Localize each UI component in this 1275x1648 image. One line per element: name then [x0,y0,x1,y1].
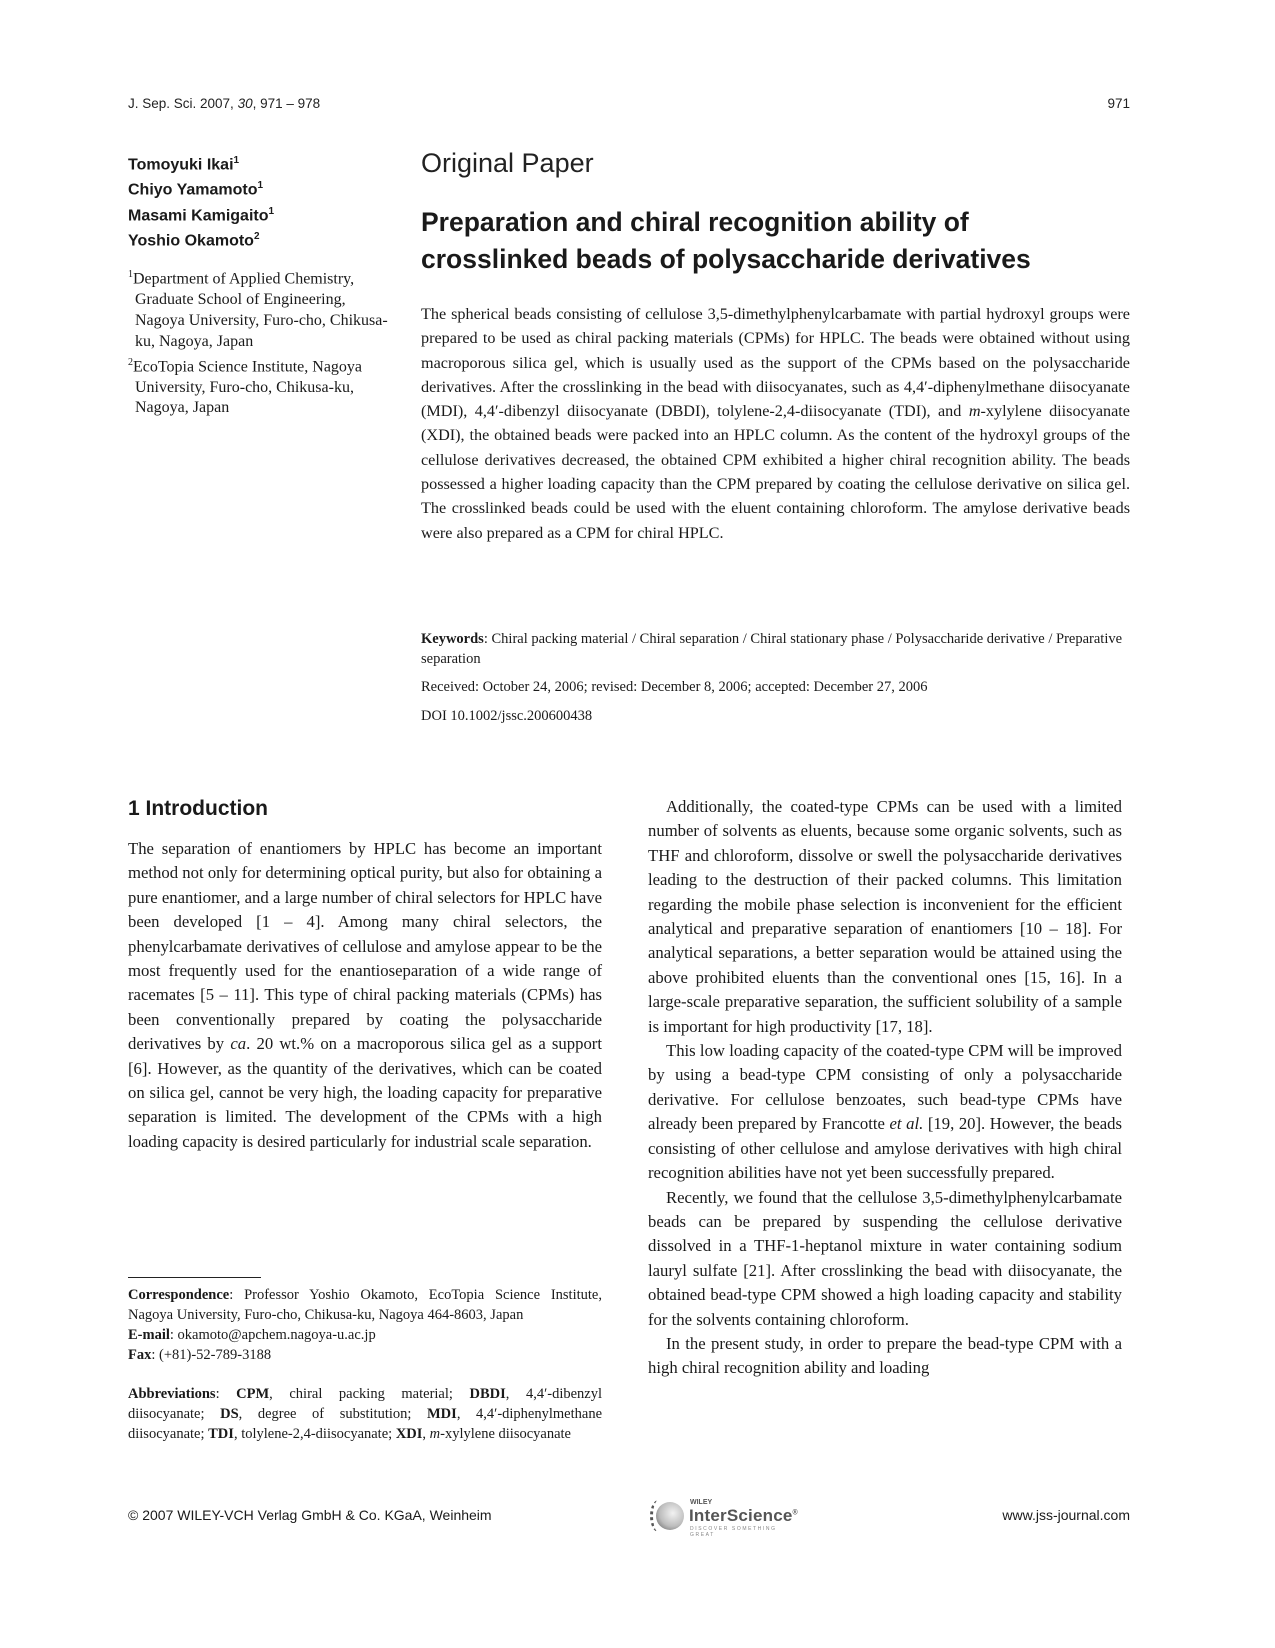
globe-icon [656,1502,684,1530]
paragraph: The separation of enantiomers by HPLC has become an important method not only for determining optical purity, but also for obtaining a pure enantiomer, and a large number of chiral selectors for HPLC have been developed [1 – 4]. Among many chiral selectors, the phenylcarbamate derivatives of cellulose and amylose appear to be the most frequently used for the enantioseparation of a wide range of racemates [5 – 11]. This type of chiral packing materials (CPMs) has been conventionally prepared by coating the polysaccharide derivatives by ca. 20 wt.% on a macroporous silica gel as a support [6]. However, as the quantity of the derivatives, which can be coated on silica gel, cannot be very high, the loading capacity for preparative separation is limited. The development of the CPMs with a high loading capacity is desired particularly for industrial scale separation. [128,839,602,1151]
paragraph: Additionally, the coated-type CPMs can be used with a limited number of solvents as eluents, because some organic solvents, such as THF and chloroform, dissolve or swell the polysaccharide derivatives leading to the destruction of their packed columns. This limitation regarding the mobile phase selection is inconvenient for the efficient analytical and preparative separation of enantiomers [10 – 18]. For analytical separations, a better separation would be attained using the above prohibited eluents than the conventional ones [15, 16]. In a large-scale preparative separation, the sufficient solubility of a sample is important for high productivity [17, 18]. [648,797,1122,1036]
body-column-right [648,795,1122,1381]
page-number: 971 [1107,96,1130,111]
received-dates: Received: October 24, 2006; revised: December 8, 2006; accepted: December 27, 2006 [421,679,928,695]
affiliations [128,265,390,419]
fax: Fax: (+81)-52-789-3188 [128,1347,272,1363]
affiliation: $^2$EcoTopia Science Institute, Nagoya University, Furo-cho, Chikusa-ku, Nagoya, Japan [128,356,363,417]
author: Tomoyuki Ikai$^1$ [128,155,240,174]
doi[interactable]: DOI 10.1002/jssc.200600438 [421,708,593,724]
running-head [128,96,1130,111]
correspondence: Correspondence: Professor Yoshio Okamoto, EcoTopia Science Institute, Nagoya University, Furo-cho, Chikusa-ku, Nagoya 464-8603, Japan [128,1287,602,1323]
paragraph: This low loading capacity of the coated-type CPM will be improved by using a bead-type CPM consisting of only a polysaccharide derivative. For cellulose benzoates, such bead-type CPMs have already been prepared by Francotte et al. [19, 20]. However, the beads consisting of other cellulose and amylose derivatives with high chiral recognition abilities have not yet been successfully prepared. [648,1041,1122,1183]
author: Yoshio Okamoto$^2$ [128,230,260,250]
affiliation: $^1$Department of Applied Chemistry, Graduate School of Engineering, Nagoya University, Furo-cho, Chikusa-ku, Nagoya, Japan [128,269,388,350]
body-column-left [128,837,602,1154]
author: Chiyo Yamamoto$^1$ [128,180,264,199]
copyright: © 2007 WILEY-VCH Verlag GmbH & Co. KGaA, Weinheim [128,1507,492,1523]
author-list [128,150,388,251]
abbreviations: Abbreviations: CPM, chiral packing material; DBDI, 4,4′-dibenzyl diisocyanate; DS, degree of substitution; MDI, 4,4′-diphenylmethane diisocyanate; TDI, tolylene-2,4-diisocyanate; XDI, m-xylylene diisocyanate [128,1386,602,1442]
journal-url[interactable]: www.jss-journal.com [1002,1507,1130,1523]
article-type: Original Paper [421,148,594,178]
journal-citation: J. Sep. Sci. 2007, 30, 971 – 978 [128,96,321,111]
footnotes [128,1285,602,1444]
author: Masami Kamigaito$^1$ [128,205,275,224]
footnote-divider [128,1277,261,1278]
paper-title: Preparation and chiral recognition ability of crosslinked beads of polysaccharide derivatives [421,207,1031,274]
paragraph: In the present study, in order to prepare the bead-type CPM with a high chiral recognition ability and loading [648,1333,1122,1378]
keywords: Keywords: Chiral packing material / Chiral separation / Chiral stationary phase / Polysaccharide derivative / Preparative separation [421,631,1123,667]
abstract: The spherical beads consisting of cellulose 3,5-dimethylphenylcarbamate with partial hydroxyl groups were prepared to be used as chiral packing materials (CPMs) for HPLC. The beads were obtained without using macroporous silica gel, which is usually used as the support of the CPMs based on the polysaccharide derivatives. After the crosslinking in the bead with diisocyanates, such as 4,4′-diphenylmethane diisocyanate (MDI), 4,4′-dibenzyl diisocyanate (DBDI), tolylene-2,4-diisocyanate (TDI), and m-xylylene diisocyanate (XDI), the obtained beads were packed into an HPLC column. As the content of the hydroxyl groups of the cellulose derivatives decreased, the obtained CPM exhibited a higher chiral recognition ability. The beads possessed a higher loading capacity than the CPM prepared by coating the cellulose derivative on silica gel. The crosslinked beads could be used with the eluent containing chloroform. The amylose derivative beads were also prepared as a CPM for chiral HPLC. [421,305,1130,542]
email: E-mail: okamoto@apchem.nagoya-u.ac.jp [128,1327,376,1343]
paragraph: Recently, we found that the cellulose 3,5-dimethylphenylcarbamate beads can be prepared by suspending the cellulose derivative dissolved in a THF-1-heptanol mixture in water containing sodium lauryl sulfate [21]. After crosslinking the bead with diisocyanate, the obtained bead-type CPM showed a high loading capacity and stability for the solvents containing chloroform. [648,1187,1122,1329]
section-heading-introduction: 1 Introduction [128,797,268,820]
wiley-interscience-logo: WILEY InterScience® DISCOVER SOMETHING GREAT [650,1498,790,1538]
